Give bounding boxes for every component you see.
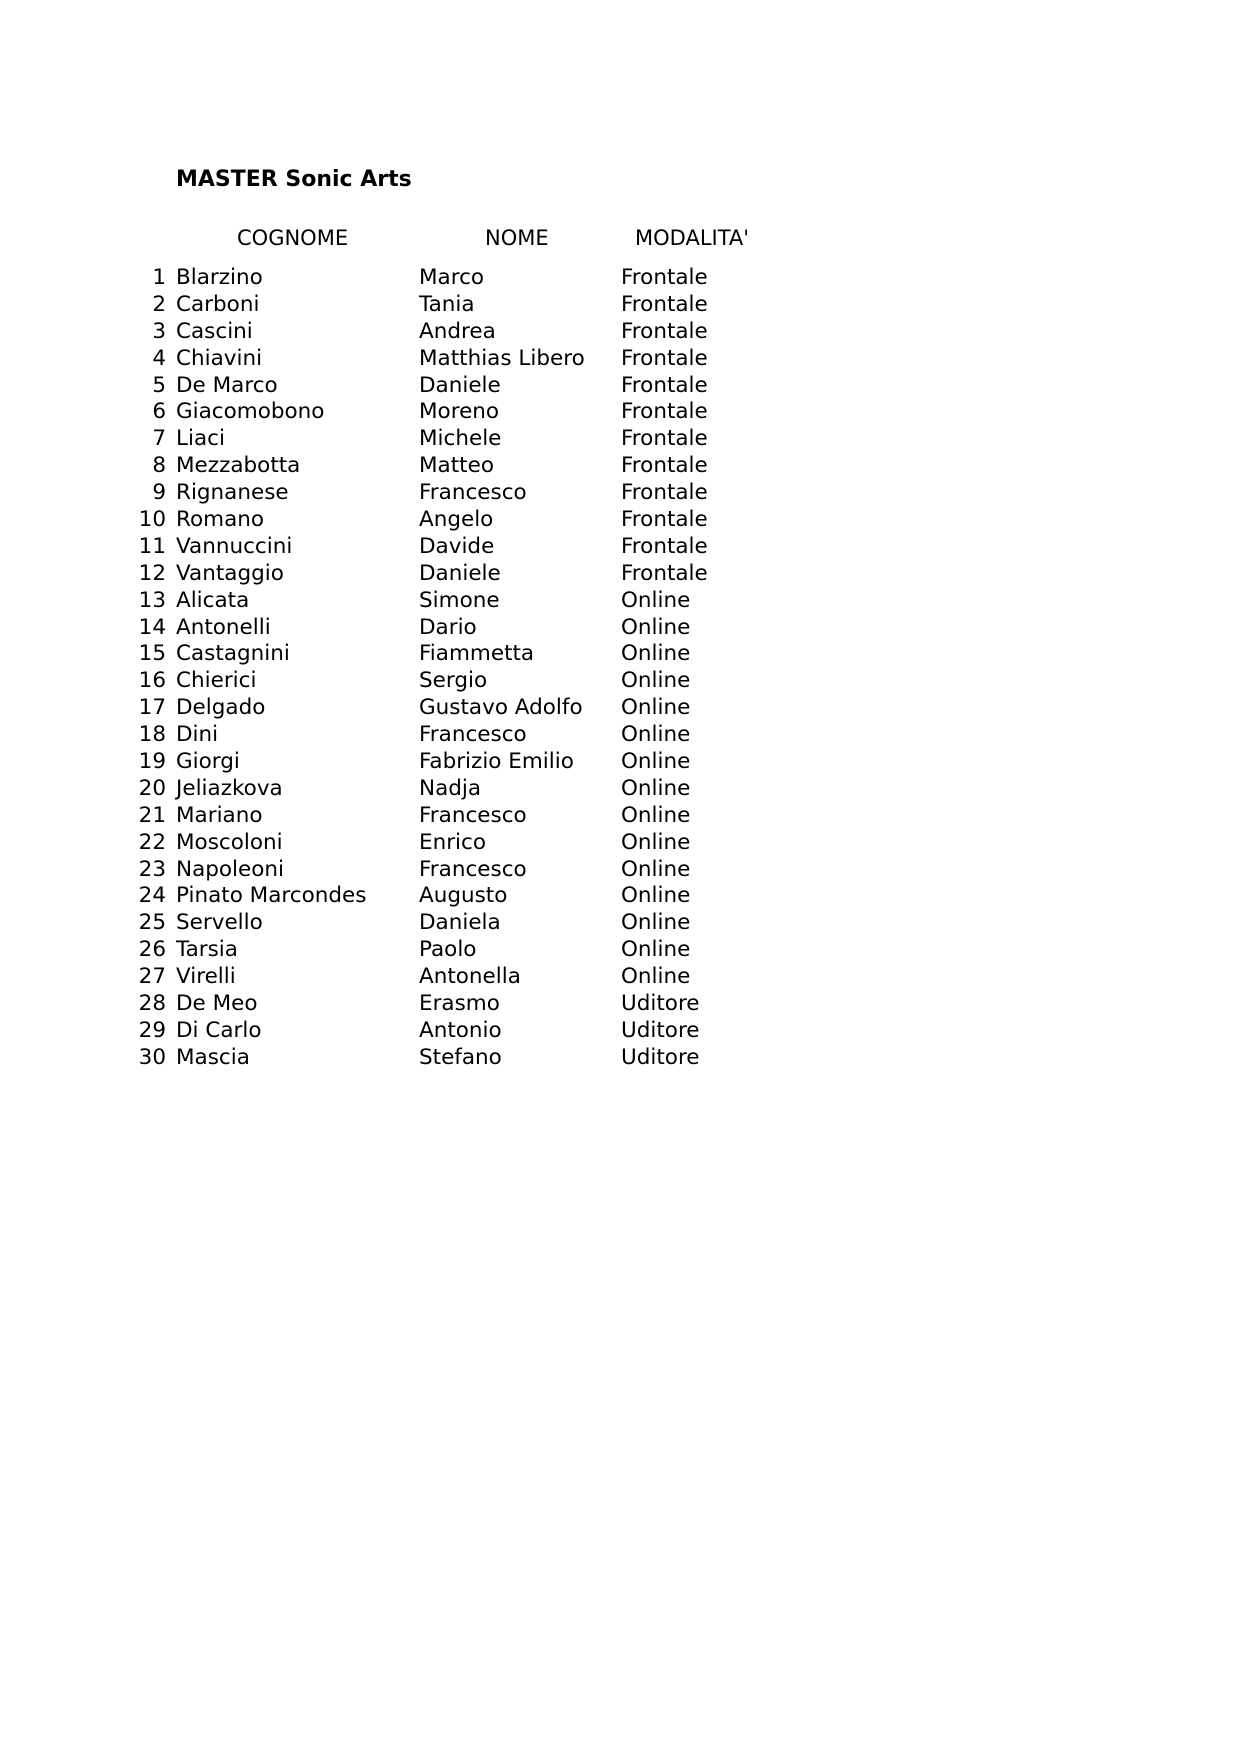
row-nome: Antonella xyxy=(419,964,521,990)
row-cognome: De Meo xyxy=(176,991,258,1017)
row-cognome: Liaci xyxy=(176,426,225,452)
row-modalita: Online xyxy=(621,883,691,909)
row-modalita: Online xyxy=(621,802,691,828)
row-nome: Marco xyxy=(419,265,485,290)
row-modalita: Frontale xyxy=(621,291,708,317)
row-cognome: Mezzabotta xyxy=(176,453,301,479)
row-number: 22 xyxy=(138,829,166,855)
table-row xyxy=(0,453,900,480)
row-modalita: Frontale xyxy=(621,372,708,398)
table-row xyxy=(0,937,900,964)
row-cognome: Antonelli xyxy=(176,614,271,640)
table-row xyxy=(0,292,900,319)
row-modalita: Frontale xyxy=(621,345,708,371)
row-nome: Enrico xyxy=(419,829,486,855)
row-modalita: Online xyxy=(621,695,691,721)
row-cognome: Mascia xyxy=(176,1044,250,1070)
row-modalita: Frontale xyxy=(621,399,708,425)
row-modalita: Uditore xyxy=(621,1044,700,1070)
row-modalita: Online xyxy=(621,775,691,801)
row-modalita: Frontale xyxy=(621,453,708,479)
row-modalita: Frontale xyxy=(621,560,708,586)
row-nome: Andrea xyxy=(419,318,496,344)
row-number: 19 xyxy=(138,749,166,775)
table-row xyxy=(0,668,900,695)
row-modalita: Online xyxy=(621,964,691,990)
row-nome: Francesco xyxy=(419,480,527,506)
table-row xyxy=(0,776,900,803)
row-nome: Fabrizio Emilio xyxy=(419,749,574,775)
row-modalita: Online xyxy=(621,856,691,882)
row-number: 23 xyxy=(138,856,166,882)
row-number: 16 xyxy=(138,668,166,694)
row-modalita: Online xyxy=(621,722,691,748)
row-number: 7 xyxy=(152,426,166,452)
table-row xyxy=(0,964,900,991)
row-nome: Fiammetta xyxy=(419,641,535,667)
participant-list xyxy=(0,265,900,1072)
row-number: 8 xyxy=(152,453,166,479)
row-cognome: Romano xyxy=(176,507,265,533)
row-modalita: Frontale xyxy=(621,507,708,533)
table-row xyxy=(0,534,900,561)
row-number: 3 xyxy=(152,318,166,344)
row-number: 15 xyxy=(138,641,166,667)
row-number: 24 xyxy=(138,883,166,909)
row-cognome: Virelli xyxy=(176,964,236,990)
row-cognome: Alicata xyxy=(176,587,250,613)
row-number: 25 xyxy=(138,910,166,936)
row-number: 4 xyxy=(152,345,166,371)
table-row xyxy=(0,695,900,722)
row-cognome: Chiavini xyxy=(176,345,263,371)
row-cognome: Moscoloni xyxy=(176,829,283,855)
row-cognome: Di Carlo xyxy=(176,1017,262,1043)
row-nome: Dario xyxy=(419,614,477,640)
row-number: 2 xyxy=(152,291,166,317)
row-modalita: Online xyxy=(621,614,691,640)
row-modalita: Frontale xyxy=(621,318,708,344)
row-cognome: Blarzino xyxy=(176,265,263,290)
row-number: 14 xyxy=(138,614,166,640)
row-number: 20 xyxy=(138,775,166,801)
row-modalita: Frontale xyxy=(621,533,708,559)
row-nome: Angelo xyxy=(419,507,494,533)
row-modalita: Frontale xyxy=(621,480,708,506)
row-modalita: Online xyxy=(621,641,691,667)
row-nome: Daniela xyxy=(419,910,501,936)
row-nome: Matteo xyxy=(419,453,494,479)
column-header-modalita: MODALITA' xyxy=(635,226,750,250)
table-row xyxy=(0,615,900,642)
row-modalita: Online xyxy=(621,587,691,613)
table-row xyxy=(0,588,900,615)
table-row xyxy=(0,991,900,1018)
row-number: 29 xyxy=(138,1017,166,1043)
row-modalita: Online xyxy=(621,910,691,936)
row-nome: Davide xyxy=(419,533,495,559)
row-number: 5 xyxy=(152,372,166,398)
table-row xyxy=(0,480,900,507)
row-modalita: Online xyxy=(621,749,691,775)
row-nome: Michele xyxy=(419,426,502,452)
row-number: 6 xyxy=(152,399,166,425)
row-number: 26 xyxy=(138,937,166,963)
row-number: 10 xyxy=(138,507,166,533)
row-nome: Antonio xyxy=(419,1017,502,1043)
row-nome: Matthias Libero xyxy=(419,345,585,371)
row-modalita: Online xyxy=(621,829,691,855)
table-row xyxy=(0,426,900,453)
row-number: 28 xyxy=(138,991,166,1017)
row-cognome: Delgado xyxy=(176,695,266,721)
row-nome: Augusto xyxy=(419,883,508,909)
row-nome: Francesco xyxy=(419,802,527,828)
row-nome: Moreno xyxy=(419,399,500,425)
row-number: 12 xyxy=(138,560,166,586)
column-header-nome: NOME xyxy=(485,226,549,250)
row-modalita: Frontale xyxy=(621,265,708,290)
row-number: 9 xyxy=(152,480,166,506)
row-modalita: Uditore xyxy=(621,1017,700,1043)
table-row xyxy=(0,399,900,426)
row-cognome: Jeliazkova xyxy=(176,775,283,801)
row-nome: Daniele xyxy=(419,560,501,586)
table-row xyxy=(0,803,900,830)
table-row xyxy=(0,749,900,776)
row-nome: Paolo xyxy=(419,937,477,963)
table-row xyxy=(0,830,900,857)
row-number: 18 xyxy=(138,722,166,748)
table-row xyxy=(0,265,900,292)
row-nome: Gustavo Adolfo xyxy=(419,695,583,721)
row-number: 21 xyxy=(138,802,166,828)
row-modalita: Frontale xyxy=(621,426,708,452)
row-nome: Erasmo xyxy=(419,991,500,1017)
table-row xyxy=(0,507,900,534)
row-nome: Tania xyxy=(419,291,475,317)
row-number: 11 xyxy=(138,533,166,559)
row-cognome: Tarsia xyxy=(176,937,238,963)
row-cognome: Pinato Marcondes xyxy=(176,883,367,909)
row-cognome: Castagnini xyxy=(176,641,290,667)
table-row xyxy=(0,346,900,373)
table-row xyxy=(0,1018,900,1045)
row-modalita: Uditore xyxy=(621,991,700,1017)
row-cognome: Chierici xyxy=(176,668,257,694)
row-nome: Daniele xyxy=(419,372,501,398)
document-title: MASTER Sonic Arts xyxy=(176,167,412,192)
row-number: 30 xyxy=(138,1044,166,1070)
table-row xyxy=(0,857,900,884)
column-header-cognome: COGNOME xyxy=(237,226,349,250)
row-nome: Simone xyxy=(419,587,500,613)
row-nome: Francesco xyxy=(419,856,527,882)
row-cognome: De Marco xyxy=(176,372,278,398)
row-number: 13 xyxy=(138,587,166,613)
table-row xyxy=(0,319,900,346)
row-number: 17 xyxy=(138,695,166,721)
row-nome: Stefano xyxy=(419,1044,502,1070)
row-cognome: Mariano xyxy=(176,802,263,828)
table-row xyxy=(0,373,900,400)
table-row xyxy=(0,561,900,588)
row-cognome: Vannuccini xyxy=(176,533,293,559)
table-row xyxy=(0,722,900,749)
row-modalita: Online xyxy=(621,668,691,694)
table-row xyxy=(0,641,900,668)
row-nome: Francesco xyxy=(419,722,527,748)
row-number: 1 xyxy=(152,265,166,290)
row-cognome: Napoleoni xyxy=(176,856,285,882)
table-row xyxy=(0,910,900,937)
row-cognome: Cascini xyxy=(176,318,253,344)
row-cognome: Dini xyxy=(176,722,219,748)
row-cognome: Giorgi xyxy=(176,749,240,775)
row-cognome: Carboni xyxy=(176,291,260,317)
row-cognome: Giacomobono xyxy=(176,399,325,425)
table-row xyxy=(0,1045,900,1072)
row-number: 27 xyxy=(138,964,166,990)
row-cognome: Vantaggio xyxy=(176,560,284,586)
table-row xyxy=(0,883,900,910)
row-cognome: Servello xyxy=(176,910,263,936)
row-nome: Sergio xyxy=(419,668,488,694)
row-cognome: Rignanese xyxy=(176,480,289,506)
row-nome: Nadja xyxy=(419,775,482,801)
row-modalita: Online xyxy=(621,937,691,963)
